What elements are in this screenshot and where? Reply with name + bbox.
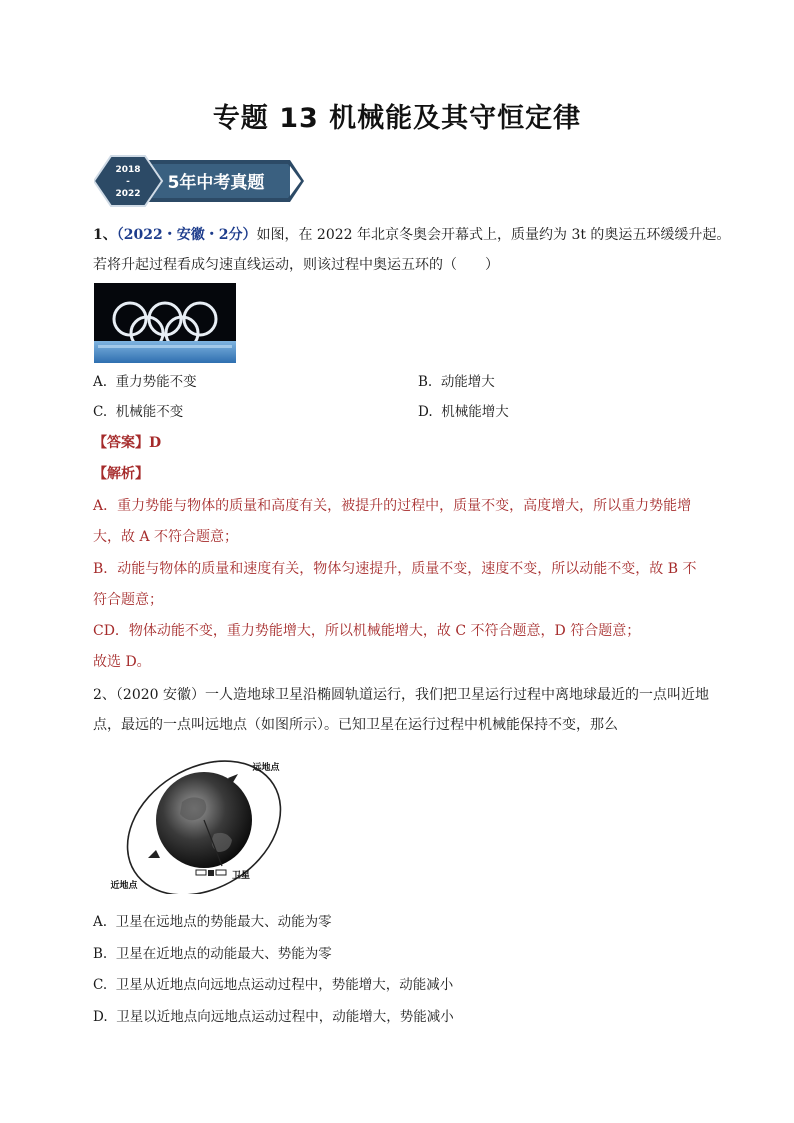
q2-option-c-text: 卫星从近地点向远地点运动过程中，势能增大，动能减小 [115, 977, 454, 993]
q1-number: 1、 [93, 227, 117, 243]
q1-option-c[interactable] [93, 403, 183, 421]
q1-stem-line1 [93, 226, 730, 244]
q2-option-b-text: 卫星在近地点的动能最大、势能为零 [115, 946, 332, 962]
q2-option-d[interactable] [93, 1008, 454, 1026]
q1-option-b[interactable] [418, 373, 495, 391]
q2-option-b[interactable] [93, 945, 332, 963]
q1-option-b-label: B. [418, 374, 433, 390]
q1-analysis-line4: 符合题意； [93, 592, 163, 608]
q1-analysis-line5: CD．物体动能不变，重力势能增大，所以机械能增大，故 C 不符合题意，D 符合题意； [93, 623, 641, 639]
q1-source: （2022・安徽・2分） [116, 227, 257, 243]
q1-answer-value: D [149, 435, 162, 451]
q1-answer-tag: 【答案】 [93, 435, 149, 451]
q2-option-c-label: C. [93, 977, 108, 993]
satellite-orbit-figure [104, 754, 288, 894]
q1-option-c-label: C. [93, 404, 108, 420]
q1-stem-line2: 若将升起过程看成匀速直线运动，则该过程中奥运五环的（ ） [93, 257, 499, 273]
q2-option-d-text: 卫星以近地点向远地点运动过程中，动能增大，势能减小 [116, 1009, 454, 1025]
q1-answer [93, 434, 161, 452]
q2-stem-text: 一人造地球卫星沿椭圆轨道运行，我们把卫星运行过程中离地球最近的一点叫近地 [205, 687, 710, 703]
q1-option-c-text: 机械能不变 [115, 404, 184, 420]
q1-stem-text: 如图，在 2022 年北京冬奥会开幕式上，质量约为 3t 的奥运五环缓缓升起。 [256, 227, 731, 243]
banner-label: 5年中考真题 [167, 173, 265, 193]
q2-option-a[interactable] [93, 913, 332, 931]
q1-option-a-text: 重力势能不变 [115, 374, 197, 390]
near-point-label: 近地点 [110, 881, 138, 891]
q2-option-a-label: A. [93, 914, 108, 930]
q2-source: （2020 安徽） [115, 687, 206, 703]
q1-option-d-label: D. [418, 404, 433, 420]
q1-option-d[interactable] [418, 403, 509, 421]
q1-option-a[interactable] [93, 373, 197, 391]
q2-option-a-text: 卫星在远地点的势能最大、动能为零 [115, 914, 332, 930]
q2-option-d-label: D. [93, 1009, 108, 1025]
q2-stem-line2: 点，最远的一点叫远地点（如图所示）。已知卫星在运行过程中机械能保持不变，那么 [93, 717, 618, 733]
q1-option-a-label: A. [93, 374, 108, 390]
q1-analysis-line1: A．重力势能与物体的质量和高度有关，被提升的过程中，质量不变，高度增大，所以重力势能增 [93, 498, 692, 514]
q1-analysis-line6: 故选 D。 [93, 654, 151, 670]
far-point-label: 远地点 [252, 763, 280, 773]
q2-option-c[interactable] [93, 976, 453, 994]
banner-year-end: 2022 [115, 189, 141, 199]
q1-analysis-line2: 大，故 A 不符合题意； [93, 529, 239, 545]
q1-option-d-text: 机械能增大 [441, 404, 509, 420]
q1-option-b-text: 动能增大 [440, 374, 495, 390]
q1-analysis-line3: B．动能与物体的质量和速度有关，物体匀速提升，质量不变，速度不变，所以动能不变，故 B 不 [93, 561, 697, 577]
q2-option-b-label: B. [93, 946, 108, 962]
banner-year-start: 2018 [115, 165, 141, 175]
q2-stem-line1 [93, 686, 709, 704]
olympic-rings-image [94, 283, 236, 363]
q1-analysis-tag: 【解析】 [93, 466, 149, 482]
satellite-label: 卫星 [232, 871, 251, 881]
page-title: 专题 13 机械能及其守恒定律 [212, 103, 582, 134]
banner-year-dash: - [126, 177, 130, 187]
q2-number: 2、 [93, 687, 116, 703]
section-banner [94, 152, 304, 210]
